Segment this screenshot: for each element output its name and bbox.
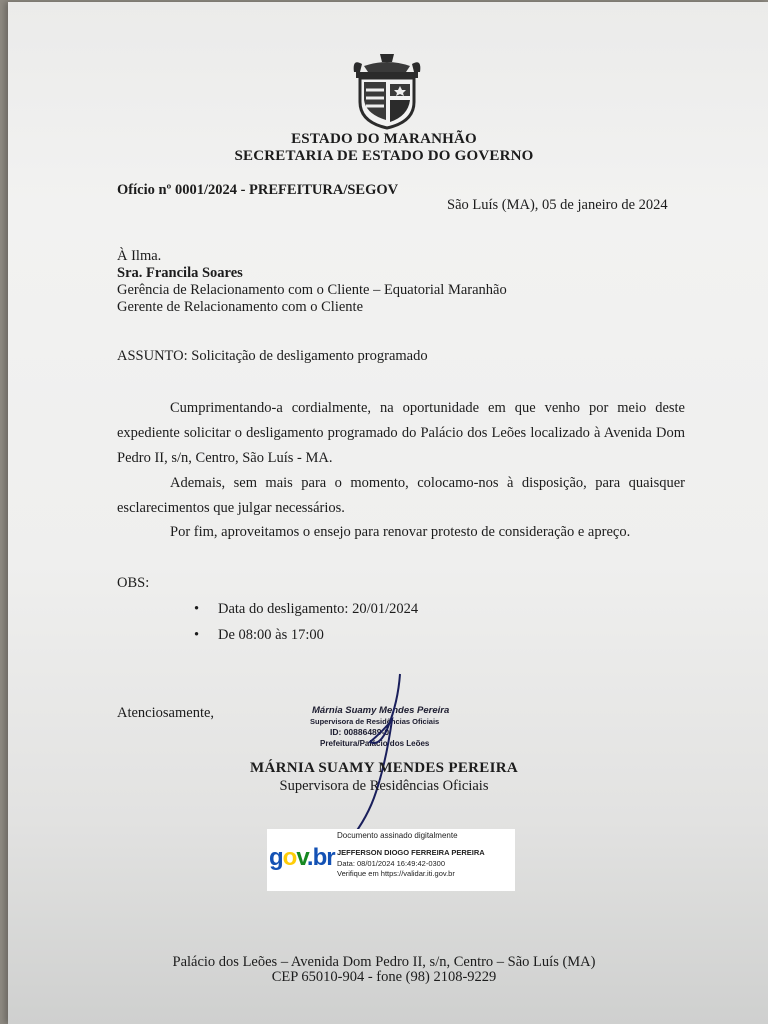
govbr-logo: gov.br [269, 844, 335, 871]
office-number: Ofício nº 0001/2024 - PREFEITURA/SEGOV [117, 182, 399, 198]
obs-item: • Data do desligamento: 20/01/2024 [194, 601, 419, 617]
dsig-heading: Documento assinado digitalmente [337, 831, 458, 840]
handwritten-signature [330, 672, 420, 842]
header-state: ESTADO DO MARANHÃO [291, 131, 477, 147]
dsig-signer: JEFFERSON DIOGO FERREIRA PEREIRA [337, 848, 485, 857]
body-paragraph-2: Ademais, sem mais para o momento, colocamo-nos à disposição, para quaisquer esclarecimentos que julgar necessários. [117, 475, 685, 516]
body-paragraph-3: Por fim, aproveitamos o ensejo para renovar protesto de consideração e apreço. [170, 524, 631, 540]
footer-address: Palácio dos Leões – Avenida Dom Pedro II, s/n, Centro – São Luís (MA) [172, 954, 596, 970]
footer-contact: CEP 65010-904 - fone (98) 2108-9229 [271, 969, 497, 985]
subject: ASSUNTO: Solicitação de desligamento programado [117, 348, 428, 364]
coat-of-arms-icon [350, 50, 424, 130]
obs-item: • De 08:00 às 17:00 [194, 627, 324, 643]
body-paragraph-1: Cumprimentando-a cordialmente, na oportunidade em que venho por meio deste expediente solicitar o desligamento programado do Palácio dos Leões localizado à Avenida Dom Pedro II, s/n, Centro, São Luís - MA. [117, 400, 685, 466]
recipient-name: Sra. Francila Soares [117, 265, 243, 281]
closing: Atenciosamente, [117, 705, 215, 721]
digital-signature-box [267, 829, 515, 891]
recipient-salutation: À Ilma. [117, 248, 162, 264]
signature-stamp: Márnia Suamy Mendes Pereira Supervisora de Residências Oficiais ID: 00886489-0 Prefeitura/Palácio dos Leões [310, 705, 450, 748]
recipient-role: Gerente de Relacionamento com o Cliente [117, 299, 364, 315]
dsig-date: Data: 08/01/2024 16:49:42-0300 [337, 859, 446, 868]
header-secretariat: SECRETARIA DE ESTADO DO GOVERNO [234, 148, 534, 164]
place-date: São Luís (MA), 05 de janeiro de 2024 [447, 197, 668, 213]
dsig-verify: Verifique em https://validar.iti.gov.br [337, 869, 455, 878]
signer-name: MÁRNIA SUAMY MENDES PEREIRA [250, 760, 518, 776]
signer-title: Supervisora de Residências Oficiais [279, 778, 489, 794]
recipient-org: Gerência de Relacionamento com o Cliente – Equatorial Maranhão [117, 282, 507, 298]
obs-label: OBS: [117, 575, 150, 591]
